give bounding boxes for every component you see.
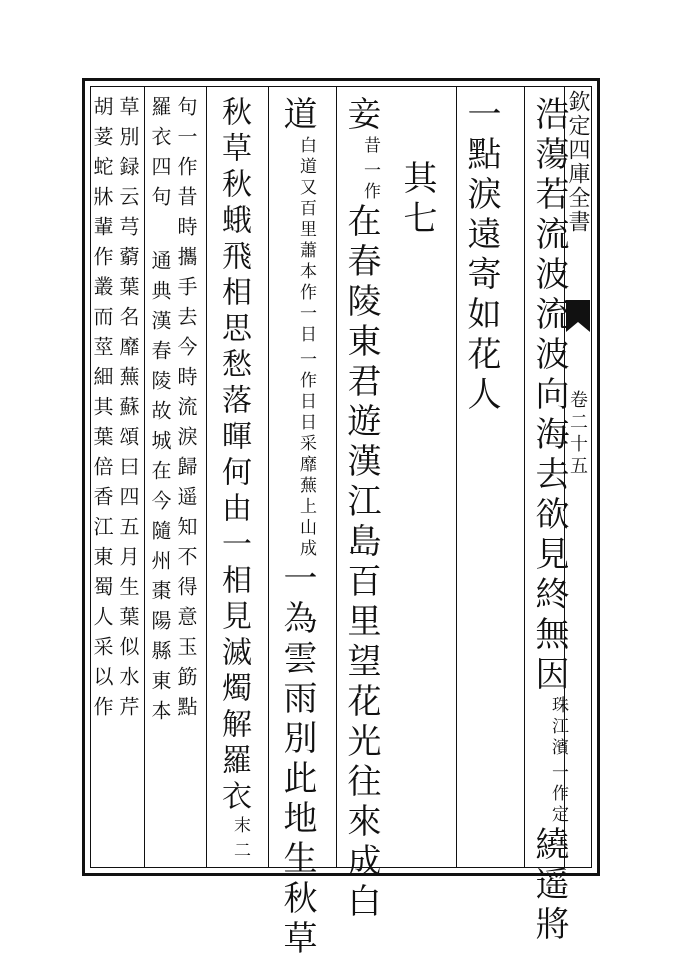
- column-rule: [144, 86, 145, 868]
- column-rule: [456, 86, 457, 868]
- main-text-head: 妾: [341, 96, 381, 136]
- commentary-line: 句一作昔時攜手去今時流淚歸遥知不得意玉筯點: [174, 96, 198, 726]
- commentary-line: 胡荽蛇牀輩作叢而莖細其葉倍香江東蜀人采以作: [90, 96, 114, 726]
- annotation-note: 一作定 珠江濱: [548, 696, 568, 826]
- fish-tail-mark-icon: [566, 300, 590, 322]
- column-rule: [336, 86, 337, 868]
- volume-label: 卷二十五: [567, 390, 588, 478]
- commentary-line: 羅衣四句 通典漢春陵故城在今隨州棗陽縣東本: [148, 96, 172, 730]
- main-text-head: 道: [277, 96, 317, 136]
- book-title: 欽定四庫全書: [565, 90, 590, 234]
- text-column-4: [341, 96, 381, 923]
- text-column-6: [216, 96, 251, 862]
- text-column-1: [529, 96, 569, 946]
- main-text-tail: 繞遥將: [529, 826, 569, 946]
- text-column-2: 一點淚遠寄如花人: [461, 96, 501, 416]
- main-text: 浩蕩若流波流波向海去欲見終無因: [529, 96, 569, 696]
- column-rule: [268, 86, 269, 868]
- annotation-note: 二 末: [230, 816, 250, 862]
- main-text: 在春陵東君遊漢江島百里望花光往來成白: [341, 203, 381, 923]
- section-heading: 其七: [397, 160, 437, 240]
- text-column-5: [277, 96, 317, 960]
- column-rule: [206, 86, 207, 868]
- annotation-note: 一作 昔: [360, 136, 380, 203]
- main-text: 一為雲雨別此地生秋草: [277, 560, 317, 960]
- commentary-line: 草別録云芎藭葉名靡蕪蘇頌曰四五月生葉似水芹: [116, 96, 140, 726]
- main-text: 秋草秋蛾飛相思愁落暉何由一相見滅燭解羅衣: [216, 96, 251, 816]
- annotation-note: 一作日日采靡蕪上山成 白道又百里蕭本作一日: [296, 136, 316, 560]
- column-rule: [524, 86, 525, 868]
